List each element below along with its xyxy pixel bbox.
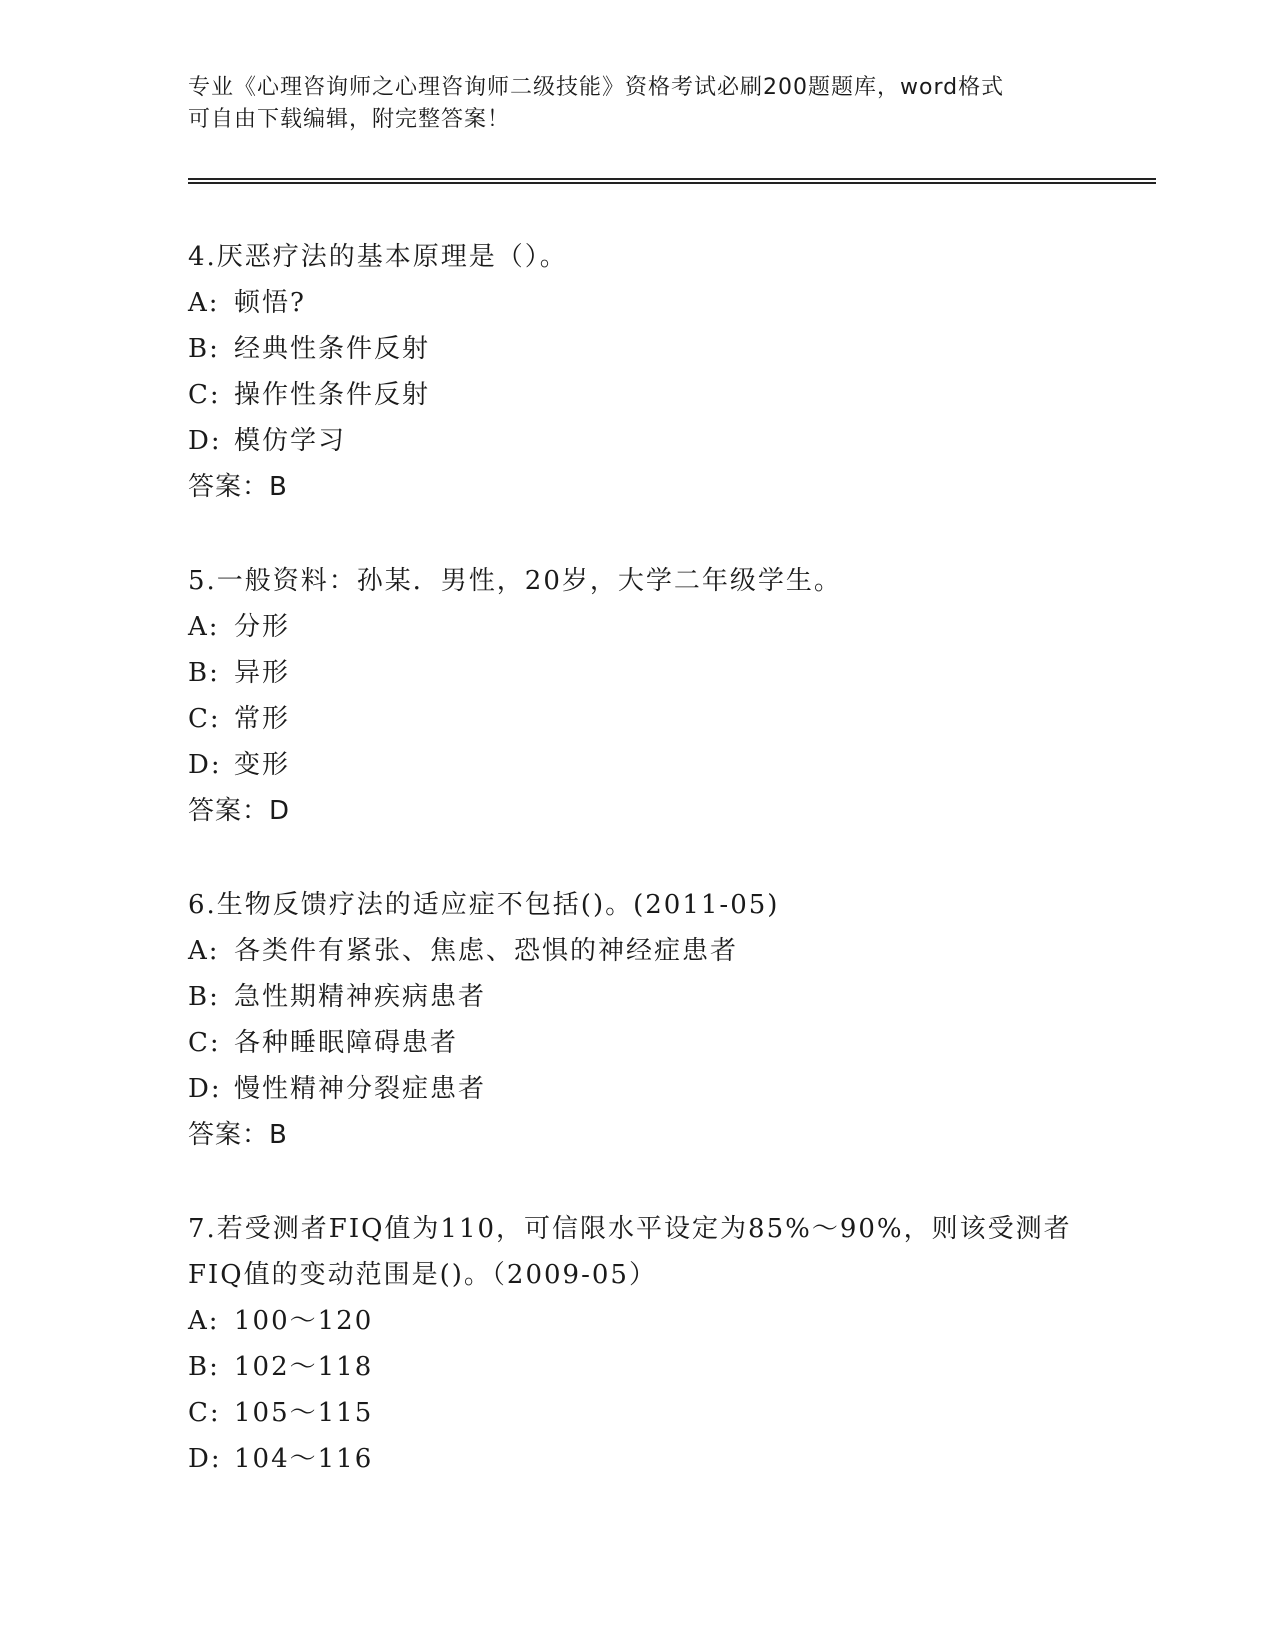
option-key: C:	[188, 380, 221, 410]
option-key: A:	[188, 288, 220, 318]
option-text: 异形	[234, 658, 291, 688]
header-line-1: 专业《心理咨询师之心理咨询师二级技能》资格考试必刷200题题库，word格式	[188, 75, 1005, 100]
option-key: B:	[188, 982, 220, 1012]
option-text: 104～116	[234, 1444, 374, 1474]
option-key: B:	[188, 334, 220, 364]
option-text: 急性期精神疾病患者	[234, 982, 487, 1012]
option-d	[188, 1436, 1088, 1482]
question-stem: 6.生物反馈疗法的适应症不包括()。(2011-05)	[188, 890, 780, 920]
question-stem: 5.一般资料：孙某．男性，20岁，大学二年级学生。	[188, 566, 842, 596]
option-text: 105～115	[234, 1398, 374, 1428]
option-c	[188, 696, 1088, 742]
option-b	[188, 650, 1088, 696]
option-text: 操作性条件反射	[234, 380, 431, 410]
option-a	[188, 928, 1088, 974]
option-a	[188, 280, 1088, 326]
option-a	[188, 1298, 1088, 1344]
option-key: A:	[188, 936, 220, 966]
option-text: 各种睡眠障碍患者	[234, 1028, 459, 1058]
option-text: 经典性条件反射	[234, 334, 431, 364]
answer-line: 答案：D	[188, 796, 291, 826]
question-list	[188, 234, 1088, 1530]
question-stem: 7.若受测者FIQ值为110，可信限水平设定为85%～90%，则该受测者	[188, 1214, 1072, 1244]
option-key: D:	[188, 1074, 222, 1104]
option-d	[188, 742, 1088, 788]
option-b	[188, 326, 1088, 372]
question-stem-continued: FIQ值的变动范围是()。（2009-05）	[188, 1260, 657, 1290]
answer-line: 答案：B	[188, 1120, 288, 1150]
question-4	[188, 234, 1088, 510]
option-key: A:	[188, 612, 220, 642]
option-key: B:	[188, 1352, 220, 1382]
option-a	[188, 604, 1088, 650]
option-key: C:	[188, 1028, 221, 1058]
question-6	[188, 882, 1088, 1158]
option-c	[188, 372, 1088, 418]
option-key: D:	[188, 426, 222, 456]
header-line-2: 可自由下载编辑，附完整答案！	[188, 107, 511, 132]
option-text: 各类件有紧张、焦虑、恐惧的神经症患者	[234, 936, 739, 966]
answer-line: 答案：B	[188, 472, 288, 502]
option-key: C:	[188, 704, 221, 734]
option-text: 模仿学习	[234, 426, 347, 456]
option-d	[188, 1066, 1088, 1112]
option-text: 100～120	[234, 1306, 374, 1336]
option-c	[188, 1020, 1088, 1066]
question-7	[188, 1206, 1088, 1482]
option-key: B:	[188, 658, 220, 688]
option-text: 常形	[234, 704, 291, 734]
header-divider	[188, 178, 1156, 184]
option-b	[188, 1344, 1088, 1390]
option-text: 顿悟?	[234, 288, 306, 318]
option-key: D:	[188, 750, 222, 780]
option-key: A:	[188, 1306, 220, 1336]
option-text: 变形	[234, 750, 291, 780]
option-b	[188, 974, 1088, 1020]
question-stem: 4.厌恶疗法的基本原理是（）。	[188, 242, 568, 272]
document-header	[188, 72, 1088, 136]
option-key: D:	[188, 1444, 222, 1474]
option-text: 慢性精神分裂症患者	[234, 1074, 487, 1104]
option-d	[188, 418, 1088, 464]
option-text: 分形	[234, 612, 291, 642]
question-5	[188, 558, 1088, 834]
option-key: C:	[188, 1398, 221, 1428]
option-text: 102～118	[234, 1352, 374, 1382]
option-c	[188, 1390, 1088, 1436]
